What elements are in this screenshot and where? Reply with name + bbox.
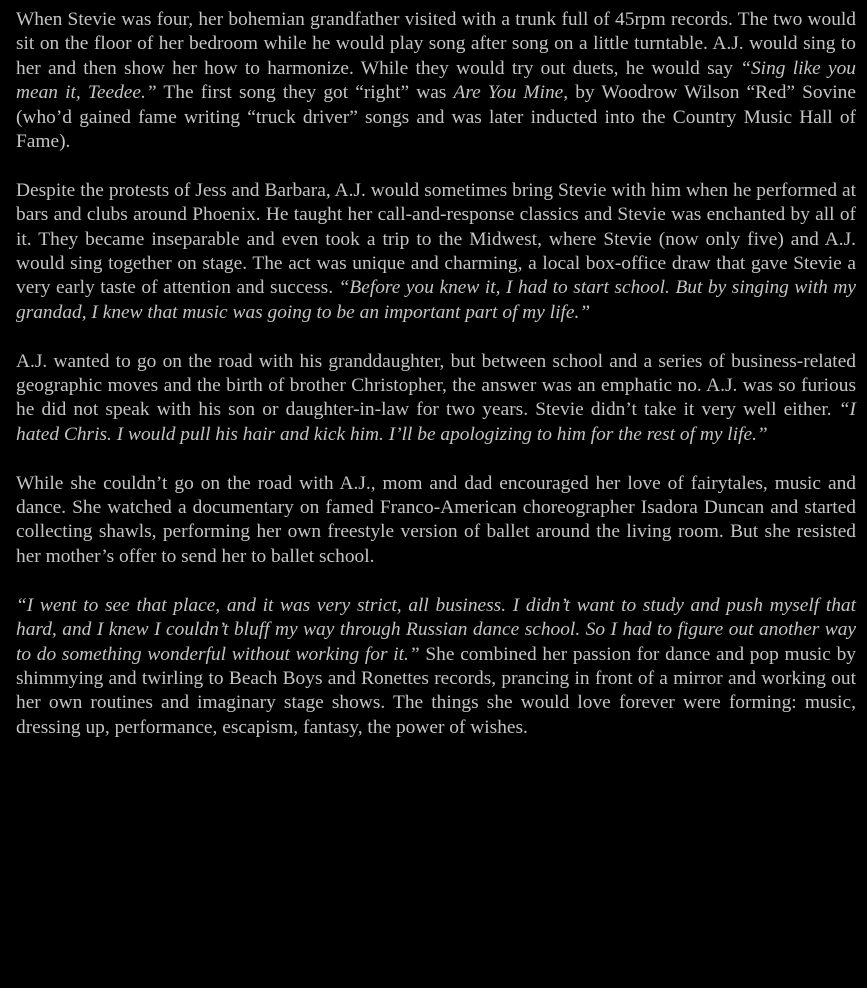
paragraph-5: [16, 594, 856, 740]
song-title: Are You Mine: [453, 82, 564, 104]
paragraph-1-text-c: , by Woodrow Wilson “Red” Sovine (who’d gained fame writing “truck driver” songs and was later inducted into the Country Music Hall of Fame).: [16, 82, 856, 153]
paragraph-5-text: She combined her passion for dance and pop music by shimmying and twirling to Beach Boys and Ronettes records, prancing in front of a mirror and working out her own routines and imaginary stage shows. The things she would love forever were forming: music, dressing up, performance, escapism, fantasy, the power of wishes.: [16, 643, 856, 738]
paragraph-2: [16, 179, 856, 325]
paragraph-5-quote: “I went to see that place, and it was very strict, all business. I didn’t want to study and push myself that hard, and I knew I couldn’t bluff my way through Russian dance school. So I had to figure out another way to do something wonderful without working for it.”: [16, 594, 856, 665]
paragraph-4-text: While she couldn’t go on the road with A.J., mom and dad encouraged her love of fairytales, music and dance. She watched a documentary on famed Franco-American choreographer Isadora Duncan and started collecting shawls, performing her own freestyle version of ballet around the living room. But she resisted her mother’s offer to send her to ballet school.: [16, 472, 856, 567]
paragraph-3-text: A.J. wanted to go on the road with his granddaughter, but between school and a series of business-related geographic moves and the birth of brother Christopher, the answer was an emphatic no. A.J. was so furious he did not speak with his son or daughter-in-law for two years. Stevie didn’t take it very well either.: [16, 350, 856, 421]
paragraph-1-text-b: The first song they got “right” was: [156, 82, 454, 104]
paragraph-2-text: Despite the protests of Jess and Barbara, A.J. would sometimes bring Stevie with him when he performed at bars and clubs around Phoenix. He taught her call-and-response classics and Stevie was enchanted by all of it. They became inseparable and even took a trip to the Midwest, where Stevie (now only five) and A.J. would sing together on stage. The act was unique and charming, a local box-office draw that gave Stevie a very early taste of attention and success.: [16, 179, 856, 299]
paragraph-3-quote: “I hated Chris. I would pull his hair and kick him. I’ll be apologizing to him for the rest of my life.”: [16, 399, 856, 445]
paragraph-1-text-a: When Stevie was four, her bohemian grandfather visited with a trunk full of 45rpm records. The two would sit on the floor of her bedroom while he would play song after song on a little turntable. A.J. would sing to her and then show her how to harmonize. While they would try out duets, he would say: [16, 9, 856, 79]
paragraph-1-quote: “Sing like you mean it, Teedee.”: [16, 57, 856, 104]
paragraph-2-quote: “Before you knew it, I had to start school. But by singing with my grandad, I knew that music was going to be an important part of my life.”: [16, 277, 856, 323]
paragraph-3: [16, 350, 856, 448]
paragraph-4: [16, 472, 856, 570]
paragraph-1: [16, 8, 856, 154]
